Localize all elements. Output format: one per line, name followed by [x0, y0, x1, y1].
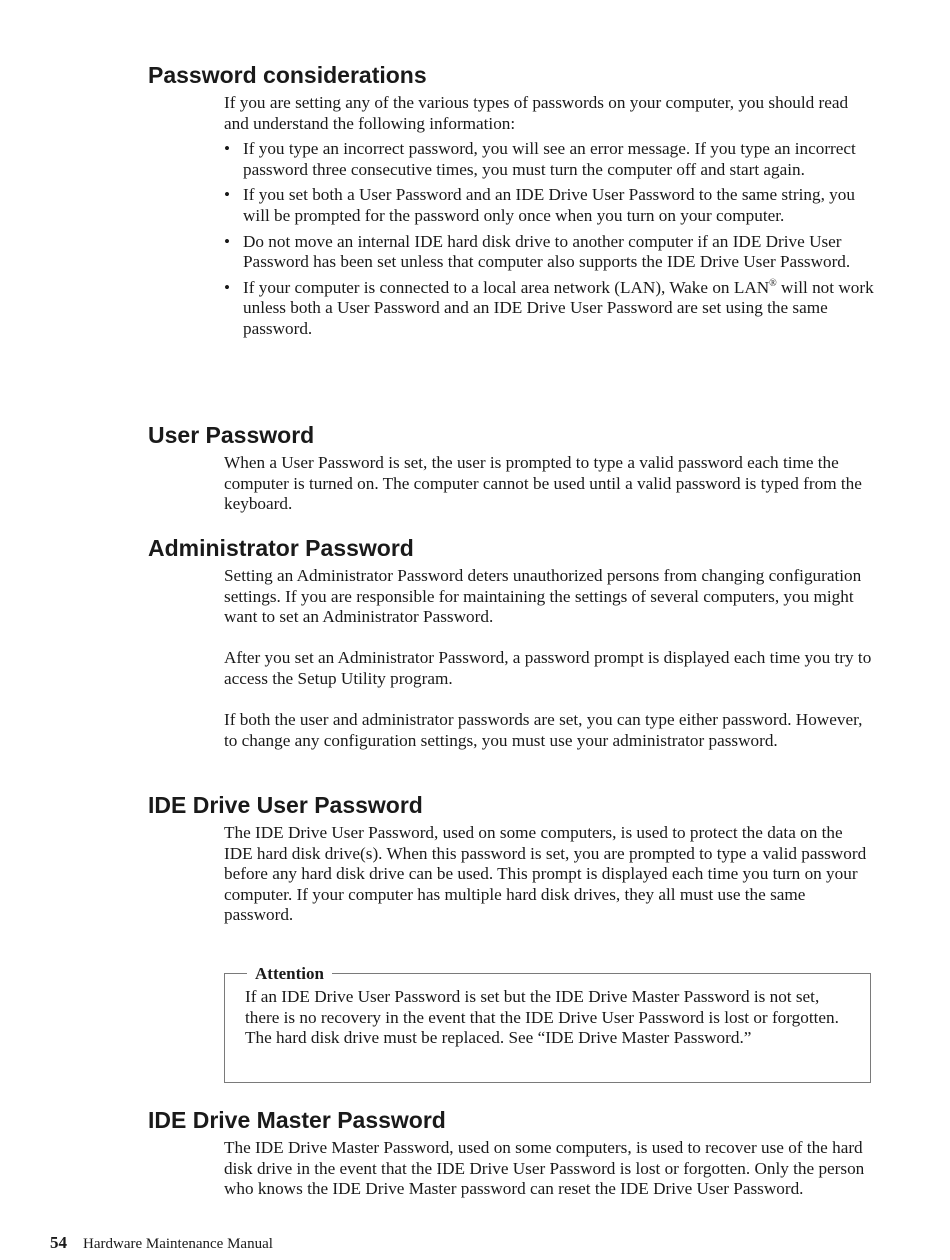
page-number: 54 [50, 1233, 67, 1252]
page-footer [50, 1233, 273, 1254]
administrator-password-body [224, 566, 874, 751]
heading-ide-drive-master-password: IDE Drive Master Password [148, 1107, 446, 1133]
considerations-body [224, 93, 874, 345]
ide-master-password-text: The IDE Drive Master Password, used on some computers, is used to recover use of the hard disk drive in the event that the IDE Drive User Password is lost or forgotten. Only the person who knows the IDE Drive Master password can reset the IDE Drive User Password. [224, 1138, 865, 1199]
considerations-intro: If you are setting any of the various types of passwords on your computer, you should read and understand the following information: [224, 93, 849, 133]
attention-text: If an IDE Drive User Password is set but the IDE Drive Master Password is not set, there is no recovery in the event that the IDE Drive User Password is lost or forgotten. The hard disk drive must be replaced. See “IDE Drive Master Password.” [245, 987, 839, 1048]
considerations-list [224, 139, 874, 339]
heading-ide-drive-user-password: IDE Drive User Password [148, 792, 423, 818]
list-item-text: will not work unless both a User Password and an IDE Drive User Password are set using the same password. [243, 277, 874, 338]
list-item: • If you set both a User Password and an IDE Drive User Password to the same string, you will be prompted for the password only once when you turn on your computer. [224, 185, 874, 226]
ide-master-password-body [224, 1138, 874, 1200]
heading-user-password: User Password [148, 422, 315, 448]
registered-mark: ® [769, 277, 777, 289]
ide-user-password-body [224, 823, 874, 926]
list-item: • If you type an incorrect password, you will see an error message. If you type an incorrect password three consecutive times, you must turn the computer off and start again. [224, 139, 874, 180]
heading-administrator-password: Administrator Password [148, 535, 414, 561]
user-password-text: When a User Password is set, the user is prompted to type a valid password each time the computer is turned on. The computer cannot be used until a valid password is typed from the keyboard. [224, 453, 862, 514]
manual-title: Hardware Maintenance Manual [83, 1236, 273, 1252]
admin-paragraph: Setting an Administrator Password deters unauthorized persons from changing configuration settings. If you are responsible for maintaining the settings of several computers, you might want to set an Administrator Password. [224, 566, 862, 627]
heading-password-considerations: Password considerations [148, 62, 427, 88]
list-item: • Do not move an internal IDE hard disk drive to another computer if an IDE Drive User Password has been set unless that computer also supports the IDE Drive User Password. [224, 232, 874, 273]
admin-paragraph: If both the user and administrator passwords are set, you can type either password. However, to change any configuration settings, you must use your administrator password. [224, 710, 863, 750]
attention-box [224, 964, 871, 1083]
list-item-text: If your computer is connected to a local area network (LAN), Wake on LAN [243, 277, 770, 297]
ide-user-password-text: The IDE Drive User Password, used on some computers, is used to protect the data on the IDE hard disk drive(s). When this password is set, you are prompted to type a valid password before any hard disk drive can be used. This prompt is displayed each time you turn on your computer. If your computer has multiple hard disk drives, they all must use the same password. [224, 823, 867, 925]
user-password-body [224, 453, 874, 515]
attention-title: Attention [247, 965, 332, 983]
list-item [224, 278, 874, 340]
admin-paragraph: After you set an Administrator Password, a password prompt is displayed each time you try to access the Setup Utility program. [224, 648, 872, 688]
